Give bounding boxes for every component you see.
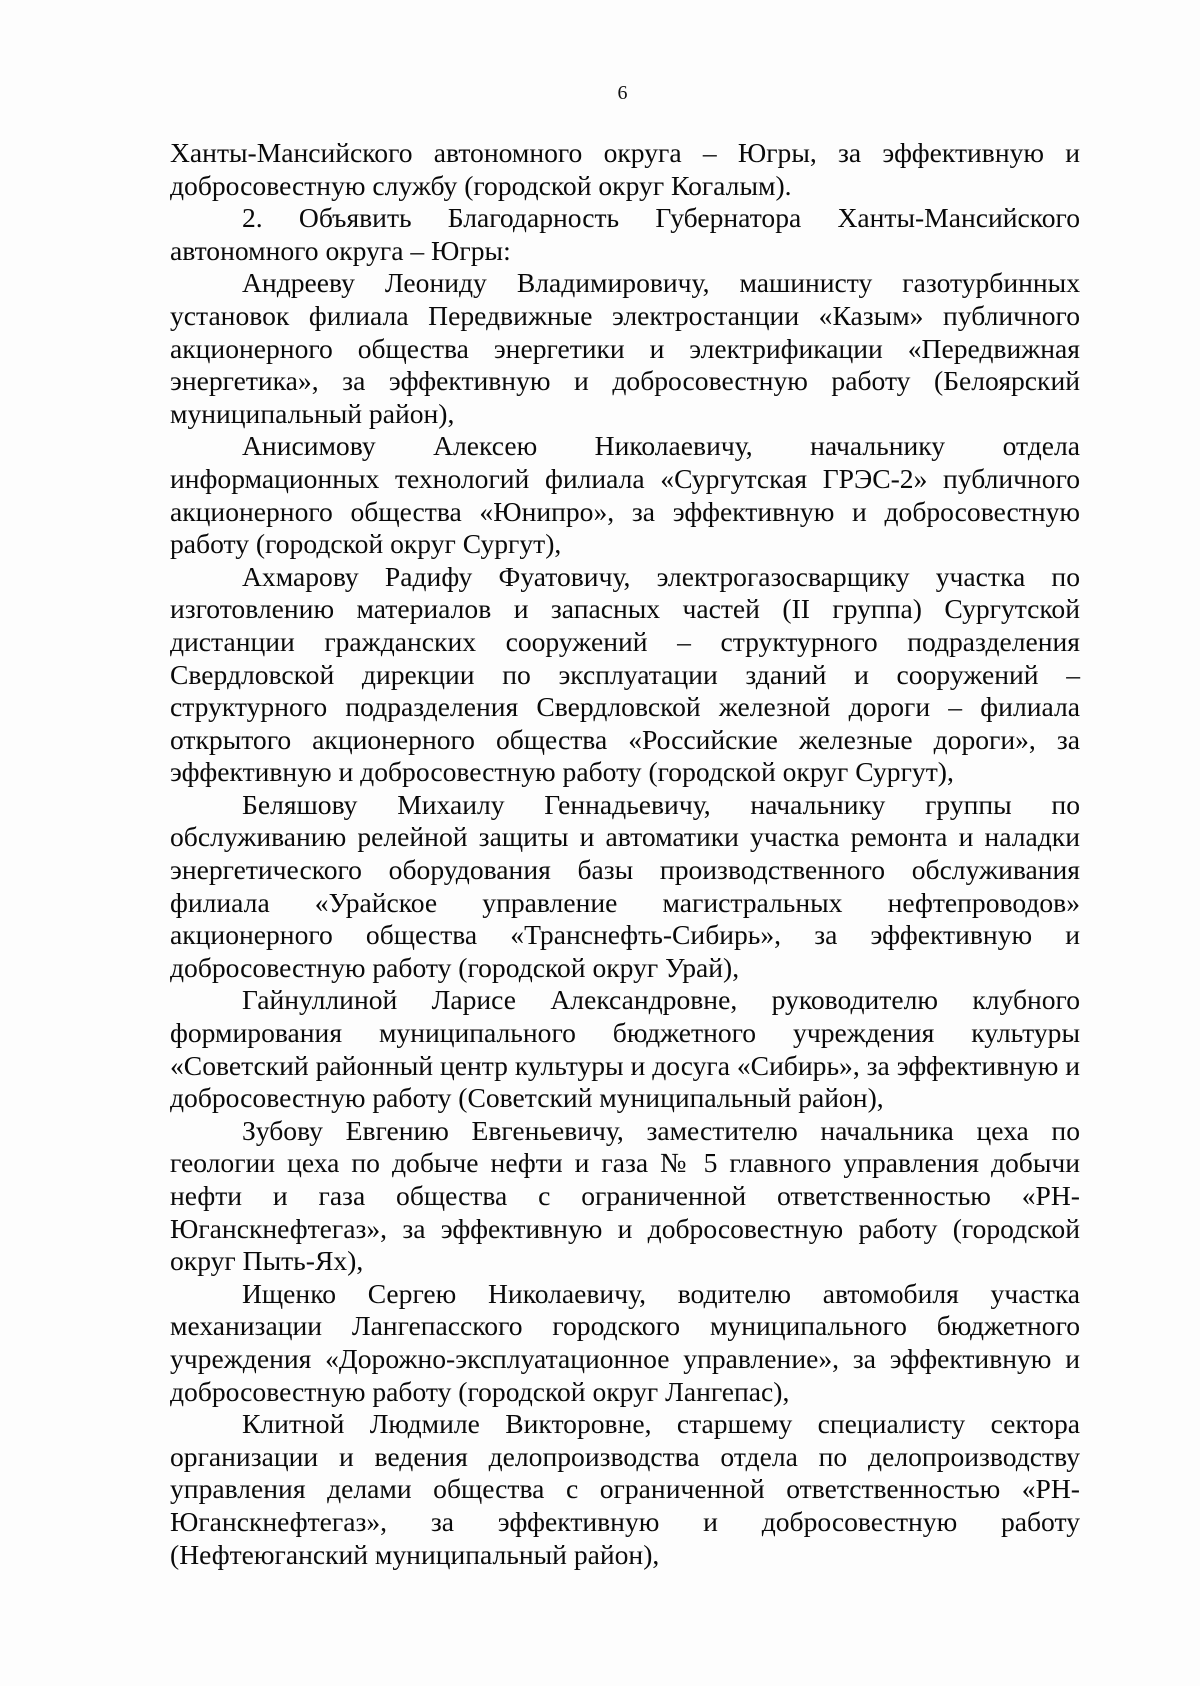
paragraph-zubov: Зубову Евгению Евгеньевичу, заместителю начальника цеха по геологии цеха по добыче нефти и газа № 5 главного управления добычи нефти и газа общества с ограниченной ответственностью «РН-Юганскнефтегаз», за эффективную и добросовестную работу (городской округ Пыть-Ях), — [170, 1114, 1080, 1277]
paragraph-andreev: Андрееву Леониду Владимировичу, машинисту газотурбинных установок филиала Передвижные электростанции «Казым» публичного акционерного общества энергетики и электрификации «Передвижная энергетика», за эффективную и добросовестную работу (Белоярский муниципальный район), — [170, 267, 1080, 429]
paragraph-anisimov: Анисимову Алексею Николаевичу, начальнику отдела информационных технологий филиала «Сургутская ГРЭС-2» публичного акционерного общества «Юнипро», за эффективную и добросовестную работу (городской округ Сургут), — [170, 430, 1080, 560]
paragraph-akhmarov: Ахмарову Радифу Фуатовичу, электрогазосварщику участка по изготовлению материалов и запасных частей (II группа) Сургутской дистанции гражданских сооружений – структурного подразделения Свердловской дирекции по эксплуатации зданий и сооружений – структурного подразделения Свердловской железной дороги – филиала открытого акционерного общества «Российские железные дороги», за эффективную и добросовестную работу (городской округ Сургут), — [170, 560, 1080, 788]
document-body — [170, 137, 1080, 1571]
paragraph-continuation: Ханты-Мансийского автономного округа – Югры, за эффективную и добросовестную службу (городской округ Когалым). — [170, 137, 1080, 201]
paragraph-ishchenko: Ищенко Сергею Николаевичу, водителю автомобиля участка механизации Лангепасского городского муниципального бюджетного учреждения «Дорожно-эксплуатационное управление», за эффективную и добросовестную работу (городской округ Лангепас), — [170, 1277, 1080, 1407]
page-number: 6 — [617, 82, 628, 104]
paragraph-klitnaya: Клитной Людмиле Викторовне, старшему специалисту сектора организации и ведения делопроизводства отдела по делопроизводству управления делами общества с ограниченной ответственностью «РН-Юганскнефтегаз», за эффективную и добросовестную работу (Нефтеюганский муниципальный район), — [170, 1408, 1080, 1570]
paragraph-gainullina: Гайнуллиной Ларисе Александровне, руководителю клубного формирования муниципального бюджетного учреждения культуры «Советский районный центр культуры и досуга «Сибирь», за эффективную и добросовестную работу (Советский муниципальный район), — [170, 984, 1080, 1114]
paragraph-item-2: 2. Объявить Благодарность Губернатора Ханты-Мансийского автономного округа – Югры: — [170, 202, 1080, 266]
paragraph-belyashov: Беляшову Михаилу Геннадьевичу, начальнику группы по обслуживанию релейной защиты и автоматики участка ремонта и наладки энергетического оборудования базы производственного обслуживания филиала «Урайское управление магистральных нефтепроводов» акционерного общества «Транснефть-Сибирь», за эффективную и добросовестную работу (городской округ Урай), — [170, 788, 1080, 983]
